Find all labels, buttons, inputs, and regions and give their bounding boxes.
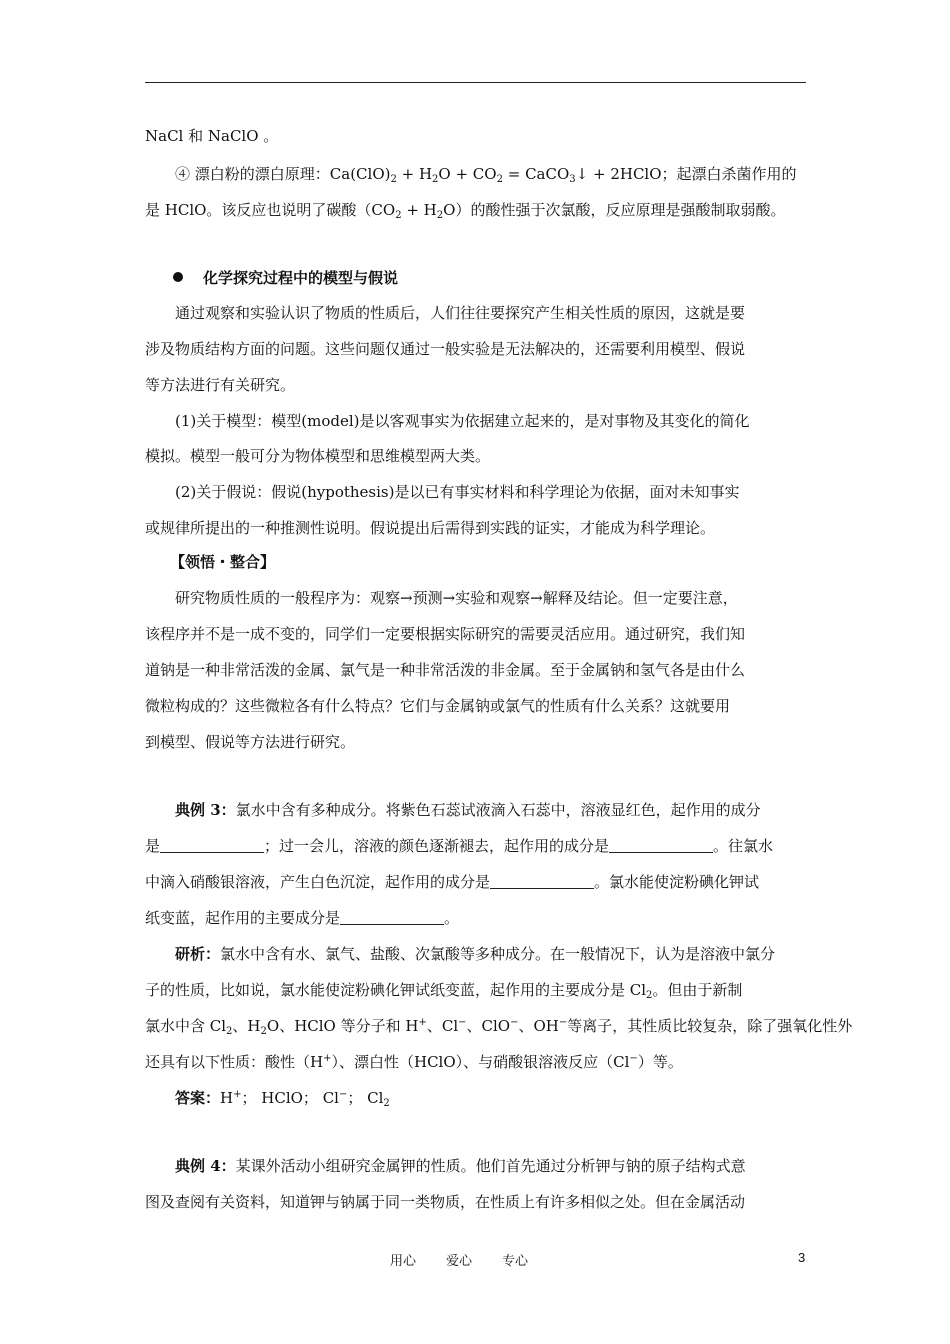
text-line: 图及查阅有关资料，知道钾与钠属于同一类物质，在性质上有许多相似之处。但在金属活动 (145, 1193, 746, 1211)
text-line: (2)关于假说：假说(hypothesis)是以已有事实材料和科学理论为依据，面对未知事实 (175, 483, 740, 501)
answer-blank (490, 874, 594, 889)
analysis: 研析：氯水中含有水、氯气、盐酸、次氯酸等多种成分。在一般情况下，认为是溶液中氯分 (175, 945, 776, 963)
text-line: 或规律所提出的一种推测性说明。假说提出后需得到实践的证实，才能成为科学理论。 (145, 519, 716, 537)
text-line: 氯水中含 $Cl_2$、$H_2O$、HClO 等分子和 H+、Cl−、ClO−、OH−等离子，其性质比较复杂，除了强氧化性外 (145, 1017, 853, 1037)
text-line: 是 HClO。该反应也说明了碳酸$(CO_2 + H_2O)$的酸性强于次氯酸，反应原理是强酸制取弱酸。 (145, 201, 786, 221)
text-line: 纸变蓝，起作用的主要成分是 。 (145, 909, 460, 927)
text-line: 模拟。模型一般可分为物体模型和思维模型两大类。 (145, 447, 491, 465)
text-line: 通过观察和实验认识了物质的性质后，人们往往要探究产生相关性质的原因，这就是要 (175, 304, 746, 322)
text-line: 子的性质，比如说，氯水能使淀粉碘化钾试纸变蓝，起作用的主要成分是 $Cl_2$。但由于新制 (145, 981, 743, 1001)
text-line: 涉及物质结构方面的问题。这些问题仅通过一般实验是无法解决的，还需要利用模型、假说 (145, 340, 746, 358)
text-line: 该程序并不是一成不变的，同学们一定要根据实际研究的需要灵活应用。通过研究，我们知 (145, 625, 746, 643)
text-line: 中滴入硝酸银溶液，产生白色沉淀，起作用的成分是 。氯水能使淀粉碘化钾试 (145, 873, 760, 891)
text-line: 研究物质性质的一般程序为：观察→预测→实验和观察→解释及结论。但一定要注意， (175, 589, 738, 607)
answer-blank (340, 910, 444, 925)
text-line: 等方法进行有关研究。 (145, 376, 296, 394)
bracket-heading: 【领悟・整合】 (170, 553, 276, 571)
section-heading: 化学探究过程中的模型与假说 (173, 268, 398, 288)
footer-motto: 用心 爱心 专心 (390, 1254, 529, 1269)
text-line: (1)关于模型：模型(model)是以客观事实为依据建立起来的，是对事物及其变化的简化 (175, 412, 750, 430)
text-line: 微粒构成的？这些微粒各有什么特点？它们与金属钠或氯气的性质有什么关系？这就要用 (145, 697, 731, 715)
answer-blank (609, 838, 713, 853)
example-3: 典例 3：氯水中含有多种成分。将紫色石蕊试液滴入石蕊中，溶液显红色，起作用的成分 (175, 801, 761, 819)
example-4: 典例 4：某课外活动小组研究金属钾的性质。他们首先通过分析钾与钠的原子结构式意 (175, 1157, 746, 1175)
header-rule (145, 82, 806, 83)
page-number: 3 (798, 1250, 806, 1265)
text-line: ④ 漂白粉的漂白原理：$Ca(ClO)_2 + H_2O + CO_2$ = CaCO$_3$↓ + 2HClO；起漂白杀菌作用的 (175, 165, 797, 185)
bullet-icon (173, 272, 183, 282)
text-line: NaCl 和 NaClO 。 (145, 127, 279, 145)
text-line: 还具有以下性质：酸性（H+）、漂白性（HClO）、与硝酸银溶液反应（Cl−）等。 (145, 1053, 683, 1071)
text-line: 道钠是一种非常活泼的金属、氯气是一种非常活泼的非金属。至于金属钠和氢气各是由什么 (145, 661, 746, 679)
answer: 答案：H+； HClO； Cl−； $Cl_2$ (175, 1089, 390, 1109)
text-line: 到模型、假说等方法进行研究。 (145, 733, 356, 751)
answer-blank (160, 838, 264, 853)
text-line: 是 ；过一会儿，溶液的颜色逐渐褪去，起作用的成分是 。往氯水 (145, 837, 774, 855)
